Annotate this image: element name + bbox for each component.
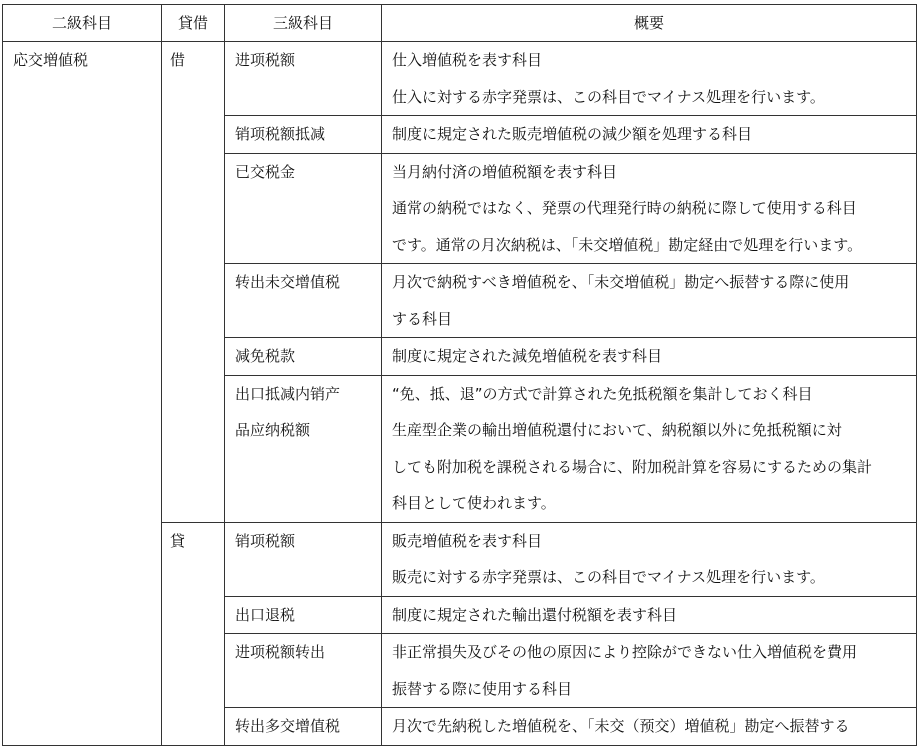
overview-cell	[382, 634, 917, 708]
overview-line: 月次で先納税した増値税を、「未交（预交）増値税」勘定へ振替する	[392, 717, 850, 735]
level3-account	[225, 42, 382, 116]
level3-name-line: 转出多交增值税	[235, 717, 341, 735]
overview-line: 生産型企業の輸出増値税還付において、納税額以外に免抵税額に対	[392, 421, 842, 439]
level3-account	[225, 116, 382, 154]
overview-cell	[382, 708, 917, 746]
level3-name-line: 出口退税	[235, 605, 296, 624]
header-level2: 二級科目	[3, 5, 162, 42]
level3-account	[225, 596, 382, 634]
level3-name-line: 进项税额转出	[235, 643, 326, 661]
level3-account	[225, 375, 382, 522]
level3-account	[225, 634, 382, 708]
overview-line: 販売に対する赤字発票は、この科目でマイナス処理を行います。	[392, 568, 825, 586]
account-table	[2, 4, 917, 746]
level3-account	[225, 153, 382, 264]
level3-name-line: 销项税额抵减	[235, 125, 326, 143]
overview-line: 制度に規定された輸出還付税額を表す科目	[392, 605, 678, 624]
level3-account	[225, 338, 382, 376]
overview-cell	[382, 42, 917, 116]
overview-line: 振替する際に使用する科目	[392, 679, 573, 698]
header-row	[3, 5, 917, 42]
level3-account	[225, 522, 382, 596]
overview-line: 通常の納税ではなく、発票の代理発行時の納税に際して使用する科目	[392, 199, 857, 217]
overview-line: 制度に規定された販売増値税の減少額を処理する科目	[392, 125, 753, 143]
overview-line: 科目として使われます。	[392, 494, 556, 512]
overview-line: 販売増値税を表す科目	[392, 531, 543, 550]
overview-cell	[382, 264, 917, 338]
overview-line: 当月納付済の増値税額を表す科目	[392, 162, 618, 181]
overview-line: しても附加税を課税される場合に、附加税計算を容易にするための集計	[392, 457, 873, 476]
overview-cell	[382, 522, 917, 596]
overview-line: 仕入増値税を表す科目	[392, 51, 543, 69]
level3-name-line: 进项税额	[235, 51, 296, 69]
level3-name-line: 减免税款	[235, 347, 296, 365]
level3-name-line: 品应纳税额	[235, 421, 311, 439]
overview-cell	[382, 116, 917, 154]
overview-line: “免、抵、退”の方式で計算された免抵税額を集計しておく科目	[392, 384, 813, 403]
header-level3: 三級科目	[225, 5, 382, 42]
overview-line: 仕入に対する赤字発票は、この科目でマイナス処理を行います。	[392, 87, 825, 106]
overview-line: 制度に規定された減免増値税を表す科目	[392, 347, 663, 365]
overview-cell	[382, 596, 917, 634]
level3-name-line: 转出未交增值税	[235, 273, 341, 291]
table-row	[3, 42, 917, 116]
level3-account	[225, 708, 382, 746]
level3-name-line: 出口抵减内销产	[235, 384, 341, 403]
overview-line: です。通常の月次納税は、「未交増値税」勘定経由で処理を行います。	[392, 235, 863, 254]
overview-line: する科目	[392, 309, 453, 328]
level3-name-line: 已交税金	[235, 162, 296, 181]
overview-cell	[382, 375, 917, 522]
overview-line: 月次で納税すべき増値税を、「未交増値税」勘定へ振替する際に使用	[392, 273, 850, 291]
level3-account	[225, 264, 382, 338]
header-debit-credit: 貸借	[162, 5, 225, 42]
debit-credit-side: 借	[162, 42, 225, 523]
level2-account: 応交増値税	[3, 42, 162, 746]
overview-cell	[382, 153, 917, 264]
header-overview: 概要	[382, 5, 917, 42]
debit-credit-side: 貸	[162, 522, 225, 745]
level3-name-line: 销项税额	[235, 531, 296, 550]
overview-cell	[382, 338, 917, 376]
overview-line: 非正常損失及びその他の原因により控除ができない仕入増値税を費用	[392, 643, 858, 661]
